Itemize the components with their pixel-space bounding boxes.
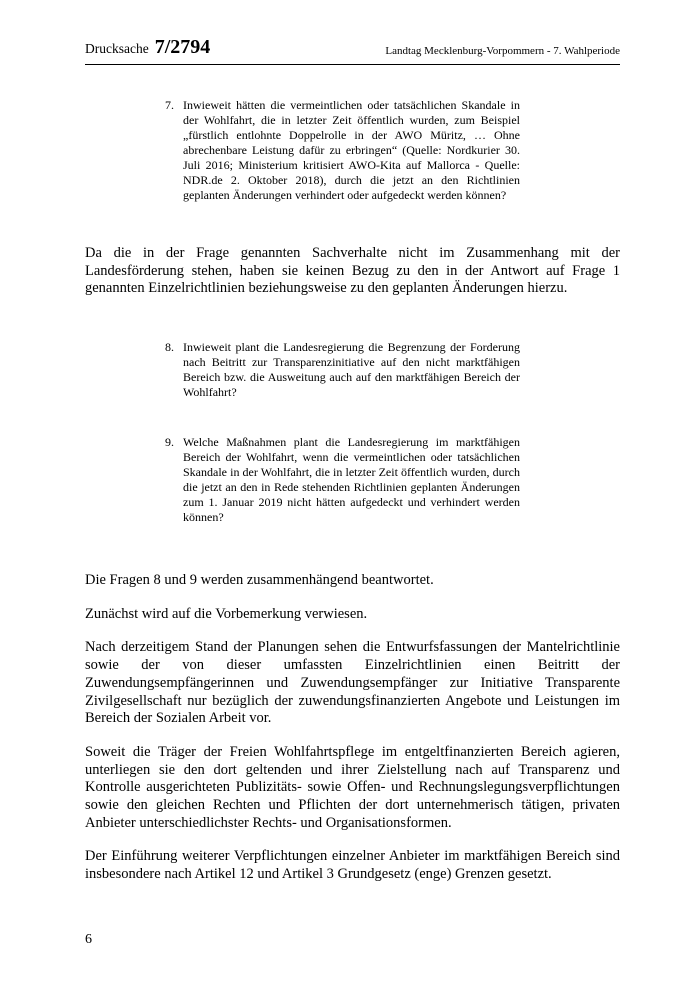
answer-paragraph-obligations: Soweit die Träger der Freien Wohlfahrtspflege im entgeltfinanzierten Bereich agieren, unterliegen sie den dort geltenden und ihrer Zielstellung nach auf Transparenz und Kontrolle ausgerichteten Publizitäts- sowie Offen- und Rechnungslegungsverpflichtungen sowie den gleichen Rechten und Pflichten der dort unternehmerisch tätigen, privaten Anbieter unterschiedlichster Rechts- und Organisationsformen. [85, 743, 620, 831]
document-header [85, 36, 620, 59]
question-8 [165, 340, 520, 400]
question-9 [165, 435, 520, 525]
answer-paragraph-limits: Der Einführung weiterer Verpflichtungen einzelner Anbieter im marktfähigen Bereich sind insbesondere nach Artikel 12 und Artikel 3 Grundgesetz (enge) Grenzen gesetzt. [85, 848, 620, 882]
question-7 [165, 98, 520, 203]
question-9-text: Welche Maßnahmen plant die Landesregierung im marktfähigen Bereich der Wohlfahrt, wenn die vermeintlichen oder tatsächlichen Skandale in der Wohlfahrt, die in letzter Zeit öffentlich wurden, durch die jetzt an den in Rede stehenden Richtlinien geplanten Änderungen zum 1. Januar 2019 nicht hätten aufgedeckt und verhindert werden können? [183, 435, 520, 525]
page-number: 6 [85, 932, 92, 947]
header-divider [85, 64, 620, 65]
doc-label: Drucksache [85, 41, 149, 56]
answer-question-7: Da die in der Frage genannten Sachverhalte nicht im Zusammenhang mit der Landesförderung stehen, haben sie keinen Bezug zu den in der Antwort auf Frage 1 genannten Einzelrichtlinien beziehungsweise zu den geplanten Änderungen hierzu. [85, 245, 620, 297]
question-8-number: 8. [165, 340, 174, 355]
doc-number: 7/2794 [154, 36, 211, 58]
answer-paragraph-intro: Die Fragen 8 und 9 werden zusammenhängend beantwortet. [85, 572, 434, 589]
question-7-text: Inwieweit hätten die vermeintlichen oder tatsächlichen Skandale in der Wohlfahrt, die in letzter Zeit öffentlich wurden, zum Beispiel „fürstlich entlohnte Doppelrolle in der AWO Müritz, … Ohne abrechenbare Leistung dafür zu erbringen“ (Quelle: Nordkurier 30. Juli 2016; Ministerium kritisiert AWO-Kita auf Mallorca - Quelle: NDR.de 2. Oktober 2018), durch die jetzt an den Richtlinien geplanten Änderungen verhindert oder aufgedeckt werden können? [183, 98, 520, 202]
answer-paragraph-planning: Nach derzeitigem Stand der Planungen sehen die Entwurfsfassungen der Mantelrichtlinie sowie der von dieser umfassten Einzelrichtlinien einen Beitritt der Zuwendungsempfängerinnen und Zuwendungsempfänger zur Initiative Transparente Zivilgesellschaft nur bezüglich der zuwendungsfinanzierten Angebote und Leistungen im Bereich der Sozialen Arbeit vor. [85, 639, 620, 727]
answer-paragraph-reference: Zunächst wird auf die Vorbemerkung verwiesen. [85, 605, 368, 622]
doc-id [85, 36, 210, 59]
doc-header-right: Landtag Mecklenburg-Vorpommern - 7. Wahlperiode [385, 45, 620, 57]
question-7-number: 7. [165, 98, 174, 112]
question-8-text: Inwieweit plant die Landesregierung die Begrenzung der Forderung nach Beitritt zur Transparenzinitiative auf den nicht marktfähigen Bereich bzw. die Ausweitung auch auf den marktfähigen Bereich der Wohlfahrt? [183, 340, 520, 400]
question-9-number: 9. [165, 435, 174, 450]
